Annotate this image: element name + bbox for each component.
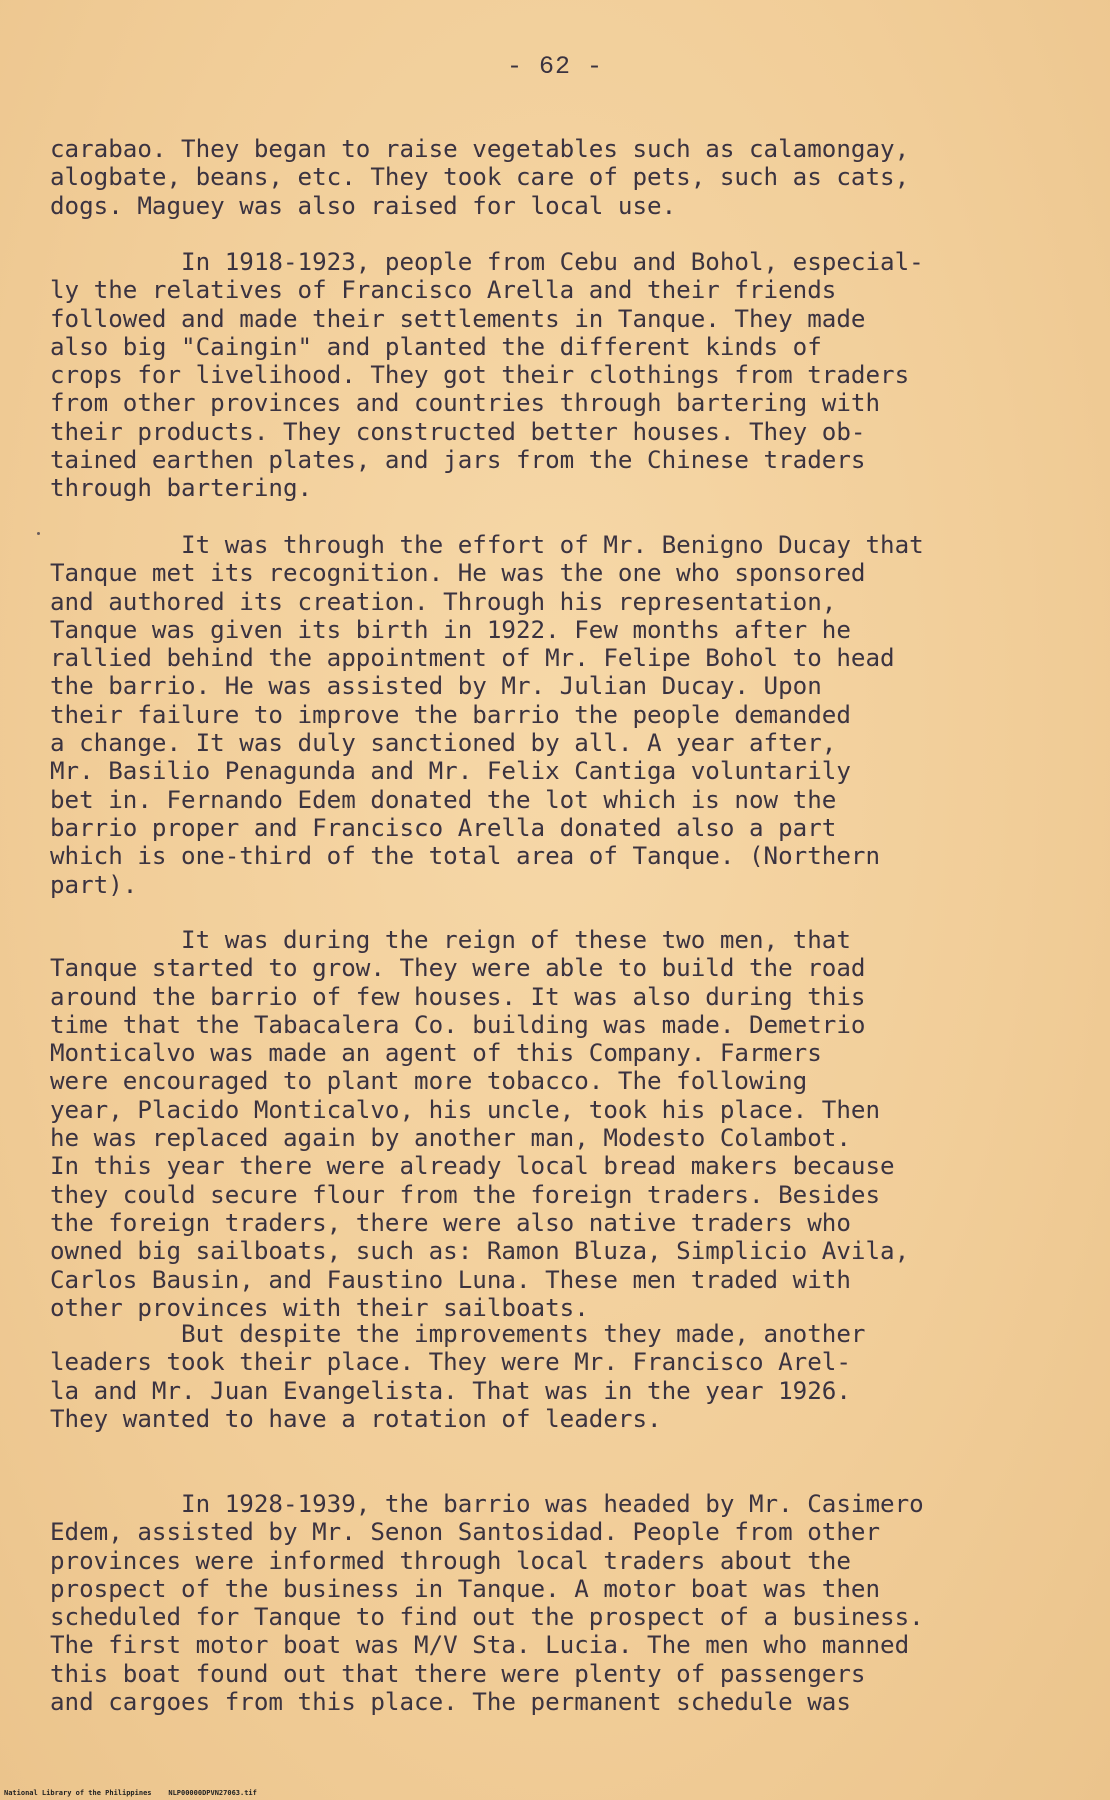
page-number: - 62 - (506, 52, 603, 81)
ink-speck (37, 532, 40, 535)
paragraph-1: carabao. They began to raise vegetables such as calamongay, alogbate, beans, etc. They took care of pets, such as cats, dogs. Maguey was also raised for local use. (50, 135, 910, 220)
paragraph-4: It was during the reign of these two men, that Tanque started to grow. They were able to build the road around the barrio of few houses. It was also during this time that the Tabacalera Co. building was made. Demetrio Monticalvo was made an agent of this Company. Farmers were encouraged to plant more tobacco. The following year, Placido Monticalvo, his uncle, took his place. Then he was replaced again by another man, Modesto Colambot. In this year there were already local bread makers because they could secure flour from the foreign traders. Besides the foreign traders, there were also native traders who owned big sailboats, such as: Ramon Bluza, Simplicio Avila, Carlos Bausin, and Faustino Luna. These men traded with other provinces with their sailboats. (50, 926, 910, 1322)
paragraph-2: In 1918-1923, people from Cebu and Bohol, especial- ly the relatives of Francisco Arella and their friends followed and made their settlements in Tanque. They made also big "Caingin" and planted the different kinds of crops for livelihood. They got their clothings from traders from other provinces and countries through bartering with their products. They constructed better houses. They ob- tained earthen plates, and jars from the Chinese traders through bartering. (50, 248, 924, 503)
paragraph-5: But despite the improvements they made, another leaders took their place. They were Mr. Francisco Arel- la and Mr. Juan Evangelista. That was in the year 1926. They wanted to have a rotation of leaders. (50, 1320, 866, 1433)
paragraph-3: It was through the effort of Mr. Benigno Ducay that Tanque met its recognition. He was the one who sponsored and authored its creation. Through his representation, Tanque was given its birth in 1922. Few months after he rallied behind the appointment of Mr. Felipe Bohol to head the barrio. He was assisted by Mr. Julian Ducay. Upon their failure to improve the barrio the people demanded a change. It was duly sanctioned by all. A year after, Mr. Basilio Penagunda and Mr. Felix Cantiga voluntarily bet in. Fernando Edem donated the lot which is now the barrio proper and Francisco Arella donated also a part which is one-third of the total area of Tanque. (Northern part). (50, 531, 924, 899)
scan-footer: National Library of the Philippines NLP00000DPVN27063.tif (4, 1789, 257, 1797)
paragraph-6: In 1928-1939, the barrio was headed by Mr. Casimero Edem, assisted by Mr. Senon Santosidad. People from other provinces were informed through local traders about the prospect of the business in Tanque. A motor boat was then scheduled for Tanque to find out the prospect of a business. The first motor boat was M/V Sta. Lucia. The men who manned this boat found out that there were plenty of passengers and cargoes from this place. The permanent schedule was (50, 1490, 924, 1717)
